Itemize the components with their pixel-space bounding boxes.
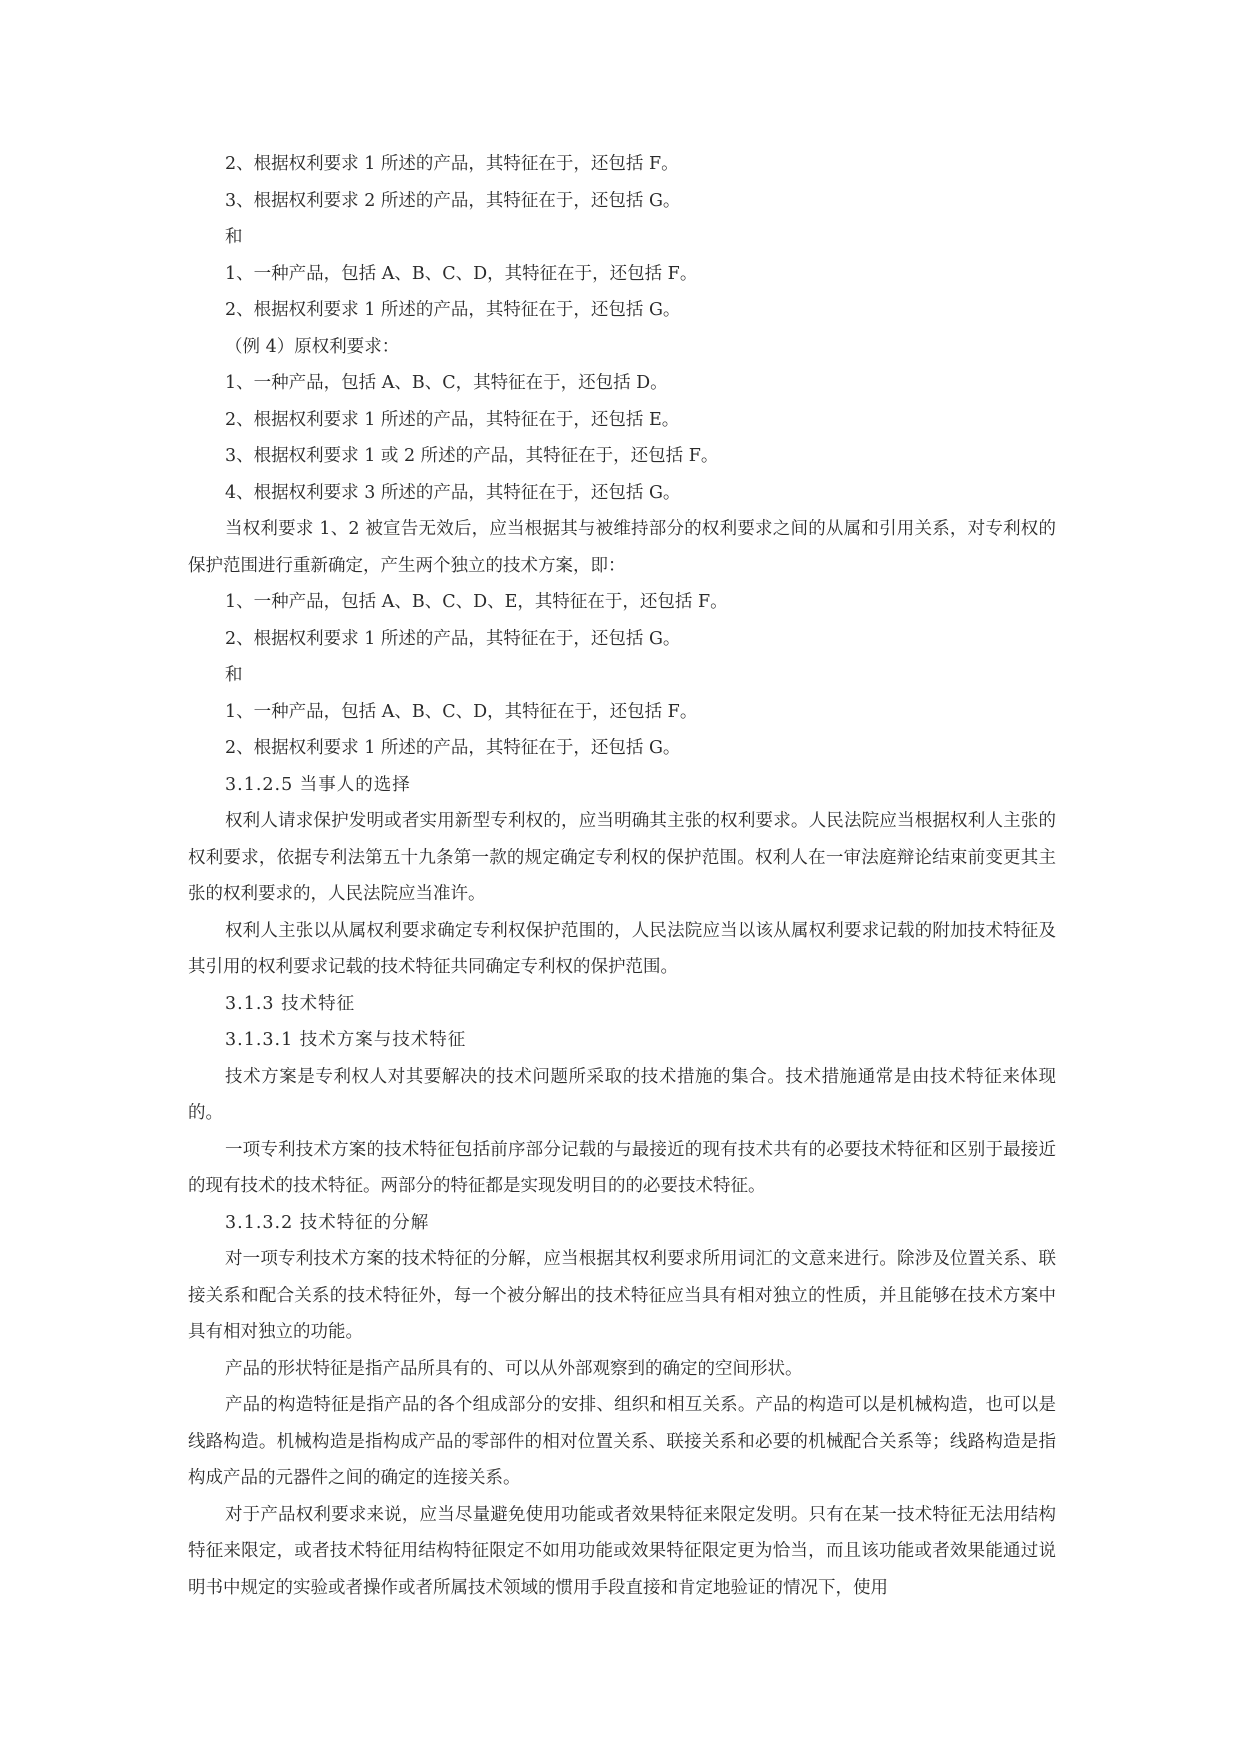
body-paragraph: 权利人主张以从属权利要求确定专利权保护范围的，人民法院应当以该从属权利要求记载的附加技术特征及其引用的权利要求记载的技术特征共同确定专利权的保护范围。 <box>188 920 1056 977</box>
claim-line: 4、根据权利要求 3 所述的产品，其特征在于，还包括 G。 <box>225 482 681 503</box>
section-heading: 3.1.3.1 技术方案与技术特征 <box>225 1030 467 1050</box>
example-heading: （例 4）原权利要求： <box>225 336 400 357</box>
claim-line: 2、根据权利要求 1 所述的产品，其特征在于，还包括 G。 <box>225 300 681 320</box>
claim-line: 1、一种产品，包括 A、B、C，其特征在于，还包括 D。 <box>225 373 668 393</box>
claim-line: 1、一种产品，包括 A、B、C、D，其特征在于，还包括 F。 <box>225 701 698 722</box>
conjunction-line: 和 <box>225 227 243 247</box>
claim-line: 2、根据权利要求 1 所述的产品，其特征在于，还包括 G。 <box>225 738 681 758</box>
document-body <box>188 146 1056 1606</box>
claim-line: 3、根据权利要求 1 或 2 所述的产品，其特征在于，还包括 F。 <box>225 446 719 466</box>
body-paragraph: 技术方案是专利权人对其要解决的技术问题所采取的技术措施的集合。技术措施通常是由技术特征来体现的。 <box>188 1066 1056 1123</box>
claim-line: 2、根据权利要求 1 所述的产品，其特征在于，还包括 G。 <box>225 628 681 649</box>
section-heading: 3.1.3.2 技术特征的分解 <box>225 1212 430 1233</box>
body-paragraph: 权利人请求保护发明或者实用新型专利权的，应当明确其主张的权利要求。人民法院应当根据权利人主张的权利要求，依据专利法第五十九条第一款的规定确定专利权的保护范围。权利人在一审法庭辩论结束前变更其主张的权利要求的，人民法院应当准许。 <box>188 811 1056 904</box>
body-paragraph: 对于产品权利要求来说，应当尽量避免使用功能或者效果特征来限定发明。只有在某一技术特征无法用结构特征来限定，或者技术特征用结构特征限定不如用功能或效果特征限定更为恰当，而且该功能或者效果能通过说明书中规定的实验或者操作或者所属技术领域的惯用手段直接和肯定地验证的情况下，使用 <box>188 1504 1056 1598</box>
section-heading: 3.1.3 技术特征 <box>225 993 356 1014</box>
body-paragraph: 产品的构造特征是指产品的各个组成部分的安排、组织和相互关系。产品的构造可以是机械构造，也可以是线路构造。机械构造是指构成产品的零部件的相对位置关系、联接关系和必要的机械配合关系等；线路构造是指构成产品的元器件之间的确定的连接关系。 <box>188 1395 1056 1488</box>
body-paragraph: 产品的形状特征是指产品所具有的、可以从外部观察到的确定的空间形状。 <box>225 1358 803 1379</box>
body-paragraph: 当权利要求 1、2 被宣告无效后，应当根据其与被维持部分的权利要求之间的从属和引用关系，对专利权的保护范围进行重新确定，产生两个独立的技术方案，即： <box>188 519 1056 576</box>
body-paragraph: 一项专利技术方案的技术特征包括前序部分记载的与最接近的现有技术共有的必要技术特征和区别于最接近的现有技术的技术特征。两部分的特征都是实现发明目的的必要技术特征。 <box>188 1139 1056 1196</box>
conjunction-line: 和 <box>225 665 243 685</box>
section-heading: 3.1.2.5 当事人的选择 <box>225 774 411 795</box>
claim-line: 1、一种产品，包括 A、B、C、D，其特征在于，还包括 F。 <box>225 263 698 284</box>
claim-line: 2、根据权利要求 1 所述的产品，其特征在于，还包括 E。 <box>225 409 680 430</box>
body-paragraph: 对一项专利技术方案的技术特征的分解，应当根据其权利要求所用词汇的文意来进行。除涉及位置关系、联接关系和配合关系的技术特征外，每一个被分解出的技术特征应当具有相对独立的性质，并且能够在技术方案中具有相对独立的功能。 <box>188 1249 1056 1342</box>
claim-line: 1、一种产品，包括 A、B、C、D、E，其特征在于，还包括 F。 <box>225 592 728 612</box>
claim-line: 3、根据权利要求 2 所述的产品，其特征在于，还包括 G。 <box>225 190 681 211</box>
claim-line: 2、根据权利要求 1 所述的产品，其特征在于，还包括 F。 <box>225 154 679 174</box>
